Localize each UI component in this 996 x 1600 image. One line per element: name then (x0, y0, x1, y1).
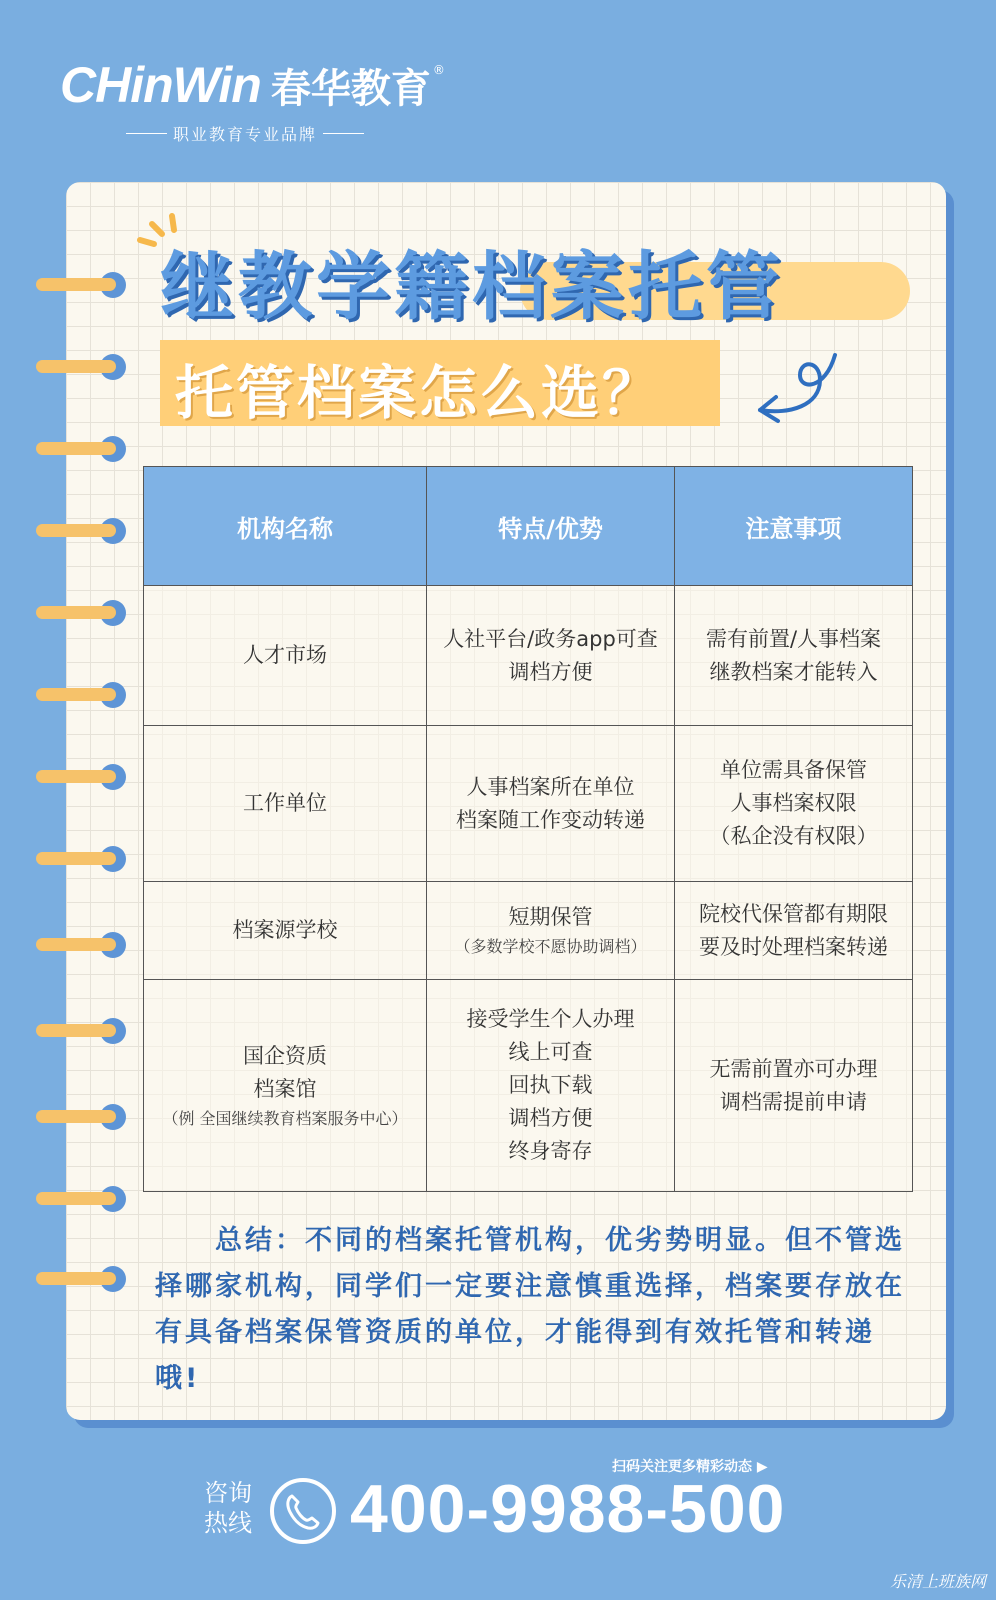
table-row (144, 586, 913, 726)
table-header-row (144, 467, 913, 586)
cell-name: 档案源学校 (144, 882, 427, 980)
registered-mark: ® (432, 63, 445, 77)
header-features: 特点/优势 (427, 467, 675, 586)
table-row (144, 980, 913, 1192)
header-institution: 机构名称 (144, 467, 427, 586)
brand-name-cn: 春华教育 (270, 65, 431, 112)
scan-qr-hint[interactable]: 扫码关注更多精彩动态 ▶ (612, 1459, 768, 1475)
spiral-ring-icon (36, 930, 126, 960)
hotline-label: 咨询 热线 (204, 1479, 252, 1537)
page-title: 继教学籍档案托管 (160, 244, 784, 330)
slogan-divider-left (126, 133, 167, 134)
table-row (144, 882, 913, 980)
cell-notes: 单位需具备保管 人事档案权限 （私企没有权限） (675, 726, 913, 882)
comparison-table (143, 466, 913, 1192)
cell-notes: 院校代保管都有期限 要及时处理档案转递 (675, 882, 913, 980)
cell-notes: 无需前置亦可办理 调档需提前申请 (675, 980, 913, 1192)
table-row (144, 726, 913, 882)
spiral-ring-icon (36, 598, 126, 628)
brand-name-en: CHinWin (60, 57, 261, 113)
cell-features: 接受学生个人办理 线上可查 回执下载 调档方便 终身寄存 (427, 980, 675, 1192)
slogan-text: 职业教育专业品牌 (173, 125, 318, 144)
spiral-ring-icon (36, 270, 126, 300)
spiral-ring-icon (36, 680, 126, 710)
cell-notes: 需有前置/人事档案 继教档案才能转入 (675, 586, 913, 726)
cell-name: 人才市场 (144, 586, 427, 726)
slogan-divider-right (323, 133, 364, 134)
brand-logo (60, 55, 445, 115)
spiral-ring-icon (36, 352, 126, 382)
summary-text: 总结：不同的档案托管机构，优劣势明显。但不管选择哪家机构，同学们一定要注意慎重选择，档案要存放在有具备档案保管资质的单位，才能得到有效托管和转递哦! (155, 1225, 905, 1394)
curly-arrow-icon (750, 335, 850, 435)
spiral-ring-icon (36, 1264, 126, 1294)
spiral-ring-icon (36, 762, 126, 792)
spiral-ring-icon (36, 516, 126, 546)
cell-features: 人社平台/政务app可查 调档方便 (427, 586, 675, 726)
cell-features: 人事档案所在单位 档案随工作变动转递 (427, 726, 675, 882)
brand-slogan (120, 122, 370, 145)
cell-name: 工作单位 (144, 726, 427, 882)
phone-icon (268, 1476, 338, 1546)
page-subtitle: 托管档案怎么选？ (175, 359, 664, 427)
cell-features: 短期保管 （多数学校不愿协助调档） (427, 882, 675, 980)
spiral-ring-icon (36, 1102, 126, 1132)
hotline-number[interactable]: 400-9988-500 (350, 1471, 786, 1547)
spiral-ring-icon (36, 434, 126, 464)
spiral-ring-icon (36, 1184, 126, 1214)
cell-name: 国企资质 档案馆 （例 全国继续教育档案服务中心） (144, 980, 427, 1192)
header-notes: 注意事项 (675, 467, 913, 586)
corner-watermark: 乐清上班族网 (889, 1572, 986, 1591)
spiral-ring-icon (36, 1016, 126, 1046)
spiral-ring-icon (36, 844, 126, 874)
